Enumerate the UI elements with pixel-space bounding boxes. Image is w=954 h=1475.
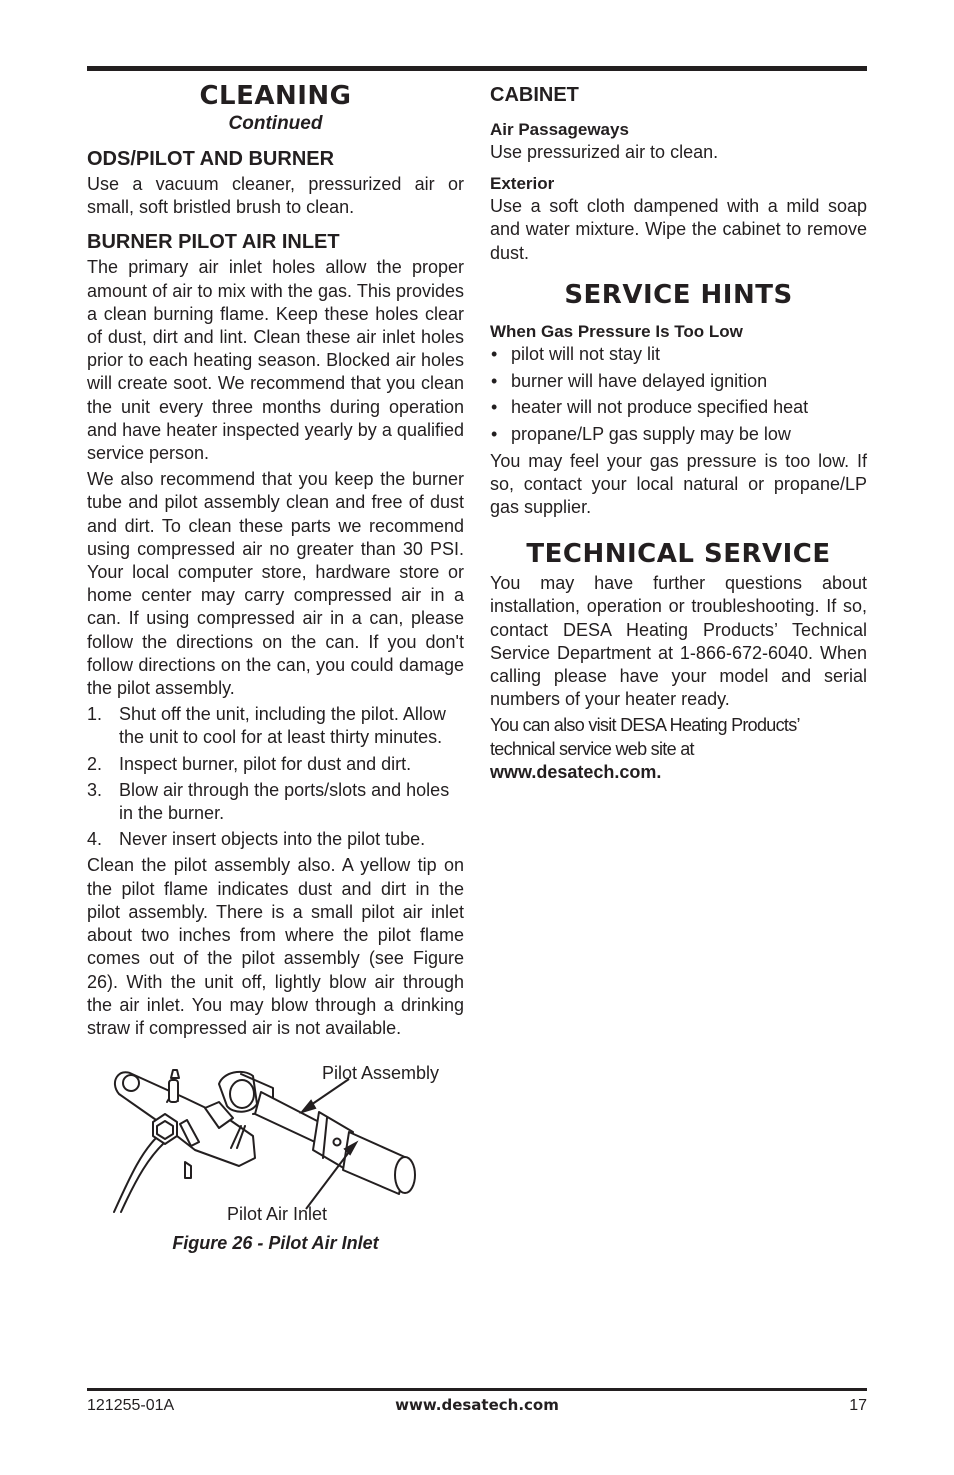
website-link[interactable]: www.desatech.com. <box>490 761 662 782</box>
figure-caption: Figure 26 - Pilot Air Inlet <box>172 1233 379 1254</box>
service-hints-heading: SERVICE HINTS <box>564 279 793 310</box>
air-passageways-heading: Air Passageways <box>490 120 629 139</box>
step-item: 4. Never insert objects into the pilot tube. <box>87 829 426 850</box>
left-column <box>87 78 464 1272</box>
top-rule <box>87 66 867 71</box>
pilot-assembly-label: Pilot Assembly <box>322 1063 440 1084</box>
step-item: 2. Inspect burner, pilot for dust and dirt. <box>87 753 412 774</box>
step-item: 1. Shut off the unit, including the pilot. Allow the unit to cool for at least thirty minutes. <box>87 704 446 748</box>
air-passageways-text: Use pressurized air to clean. <box>490 142 719 162</box>
ods-pilot-burner-text: Use a vacuum cleaner, pressurized air or small, soft bristled brush to clean. <box>87 174 464 218</box>
gas-pressure-text: You may feel your gas pressure is too low. If so, contact your local natural or propane/LP gas supplier. <box>490 450 867 518</box>
air-inlet-paragraph-3: Clean the pilot assembly also. A yellow tip on the pilot flame indicates dust and dirt in the pilot assembly. There is a small pilot air inlet about two inches from where the pilot flame comes out of the pilot assembly (see Figure 26). With the unit off, lightly blow air through the air inlet. You may blow through a drinking straw if compressed air is not available. <box>87 855 464 1038</box>
pilot-air-inlet-label: Pilot Air Inlet <box>227 1204 328 1225</box>
symptom-item: • burner will have delayed ignition <box>491 370 768 391</box>
bottom-rule <box>87 1388 867 1391</box>
document-number: 121255-01A <box>87 1397 175 1414</box>
technical-service-paragraph: You may have further questions about installation, operation or troubleshooting. If so, contact DESA Heating Products’ Technical Service Department at 1-866-672-6040. When calling please have your model and serial numbers of your heater ready. <box>490 573 867 710</box>
footer-website[interactable]: www.desatech.com <box>395 1396 559 1414</box>
continued-label: Continued <box>228 113 323 134</box>
right-column <box>490 78 867 784</box>
cleaning-heading: CLEANING <box>199 81 352 111</box>
gas-pressure-low-heading: When Gas Pressure Is Too Low <box>490 321 743 341</box>
gas-pressure-symptoms <box>490 343 867 446</box>
symptom-item: • heater will not produce specified heat <box>491 397 809 418</box>
symptom-item: • pilot will not stay lit <box>491 343 661 364</box>
symptom-item: • propane/LP gas supply may be low <box>491 423 791 444</box>
air-inlet-paragraph-2: We also recommend that you keep the burner tube and pilot assembly clean and free of dust and dirt. To clean these parts we recommend using compressed air no greater than 30 PSI. Your local computer store, hardware store or home center may carry compressed air in a can. If using compressed air in a can, please follow the directions on the can. If you don't follow directions on the can, you could damage the pilot assembly. <box>87 469 464 699</box>
step-item: 3. Blow air through the ports/slots and holes in the burner. <box>87 779 450 824</box>
page-number: 17 <box>849 1397 867 1414</box>
ods-pilot-burner-heading: ODS/PILOT AND BURNER <box>87 148 335 170</box>
cabinet-heading: CABINET <box>490 84 579 106</box>
air-inlet-paragraph-1: The primary air inlet holes allow the proper amount of air to mix with the gas. This provides a clean burning flame. Keep these holes clear of dust, dirt and lint. Clean these air inlet holes prior to each heating season. Blocked air holes will create soot. We recommend that you clean the unit every three months during operation and have heater inspected yearly by a qualified service person. <box>87 257 464 464</box>
website-paragraph: You can also visit DESA Heating Products’ technical service web site at www.desatech.com. <box>490 715 800 782</box>
pilot-assembly-figure <box>87 1062 464 1272</box>
cleaning-steps <box>87 703 464 851</box>
burner-pilot-air-inlet-heading: BURNER PILOT AIR INLET <box>87 231 340 254</box>
technical-service-heading: TECHNICAL SERVICE <box>526 539 831 570</box>
exterior-heading: Exterior <box>490 174 555 194</box>
exterior-text: Use a soft cloth dampened with a mild soap and water mixture. Wipe the cabinet to remove dust. <box>490 196 867 263</box>
